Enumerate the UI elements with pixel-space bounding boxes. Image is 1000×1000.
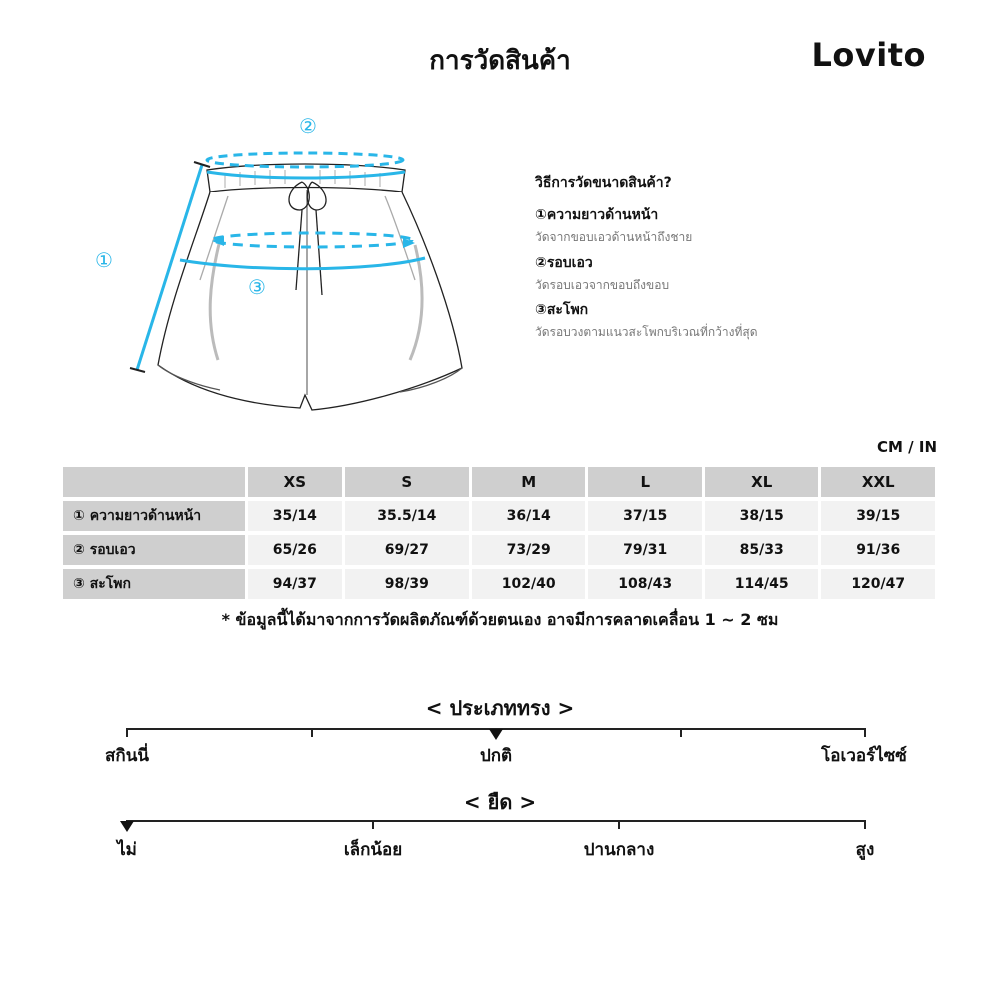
shorts-measurement-illustration (80, 110, 500, 430)
marker-1: ① (95, 248, 113, 272)
stretch-label-slight: เล็กน้อย (343, 840, 403, 860)
table-cell: 114/45 (705, 569, 819, 599)
table-cell: 36/14 (472, 501, 586, 531)
size-table (60, 463, 938, 603)
row-label: ① ความยาวด้านหน้า (63, 501, 245, 531)
table-cell: 85/33 (705, 535, 819, 565)
marker-2: ② (299, 114, 317, 138)
stretch-tick (372, 820, 374, 829)
stretch-tick (618, 820, 620, 829)
table-cell: 91/36 (821, 535, 935, 565)
size-header: S (345, 467, 469, 497)
fit-label-oversize: โอเวอร์ไซซ์ (821, 746, 907, 766)
fit-tick (680, 728, 682, 737)
size-header: XXL (821, 467, 935, 497)
stretch-label-high: สูง (855, 840, 875, 860)
table-cell: 65/26 (248, 535, 342, 565)
measurement-note: * ข้อมูลนี้ได้มาจากการวัดผลิตภัณฑ์ด้วยตนเอง อาจมีการคลาดเคลื่อน 1 ~ 2 ซม (221, 610, 779, 629)
brand-logo: Lovito (811, 36, 926, 74)
table-cell: 69/27 (345, 535, 469, 565)
stretch-scale-title: < ยืด > (463, 790, 537, 814)
table-row (63, 569, 935, 599)
table-header-blank (63, 467, 245, 497)
fit-label-regular: ปกติ (479, 746, 513, 766)
table-cell: 39/15 (821, 501, 935, 531)
table-row (63, 501, 935, 531)
table-row (63, 535, 935, 565)
size-header: L (588, 467, 702, 497)
table-cell: 94/37 (248, 569, 342, 599)
size-header: XS (248, 467, 342, 497)
stretch-label-medium: ปานกลาง (583, 840, 655, 860)
fit-selected-marker (489, 729, 503, 740)
page-title: การวัดสินค้า (429, 46, 571, 76)
size-header: XL (705, 467, 819, 497)
fit-tick (864, 728, 866, 737)
guide-heading: วิธีการวัดขนาดสินค้า? (535, 175, 672, 191)
stretch-selected-marker (120, 821, 134, 832)
table-cell: 35.5/14 (345, 501, 469, 531)
stretch-scale-line (126, 820, 866, 822)
table-cell: 73/29 (472, 535, 586, 565)
unit-label: CM / IN (877, 438, 937, 456)
guide-item-3-title: ③สะโพก (535, 302, 589, 318)
guide-item-2-desc: วัดรอบเอวจากขอบถึงขอบ (535, 278, 670, 292)
guide-item-1-title: ①ความยาวด้านหน้า (535, 207, 659, 223)
table-cell: 37/15 (588, 501, 702, 531)
row-label: ③ สะโพก (63, 569, 245, 599)
stretch-tick (864, 820, 866, 829)
table-cell: 35/14 (248, 501, 342, 531)
table-cell: 38/15 (705, 501, 819, 531)
guide-item-3-desc: วัดรอบวงตามแนวสะโพกบริเวณที่กว้างที่สุด (535, 325, 758, 339)
size-header: M (472, 467, 586, 497)
fit-tick (311, 728, 313, 737)
stretch-label-none: ไม่ (117, 840, 137, 860)
table-cell: 108/43 (588, 569, 702, 599)
guide-item-1-desc: วัดจากขอบเอวด้านหน้าถึงชาย (535, 230, 693, 244)
fit-tick (126, 728, 128, 737)
table-cell: 98/39 (345, 569, 469, 599)
table-header-row (63, 467, 935, 497)
table-cell: 102/40 (472, 569, 586, 599)
table-cell: 120/47 (821, 569, 935, 599)
fit-label-skinny: สกินนี่ (105, 746, 149, 766)
marker-3: ③ (248, 275, 266, 299)
row-label: ② รอบเอว (63, 535, 245, 565)
table-cell: 79/31 (588, 535, 702, 565)
fit-scale-title: < ประเภททรง > (425, 696, 575, 720)
guide-item-2-title: ②รอบเอว (535, 255, 593, 271)
